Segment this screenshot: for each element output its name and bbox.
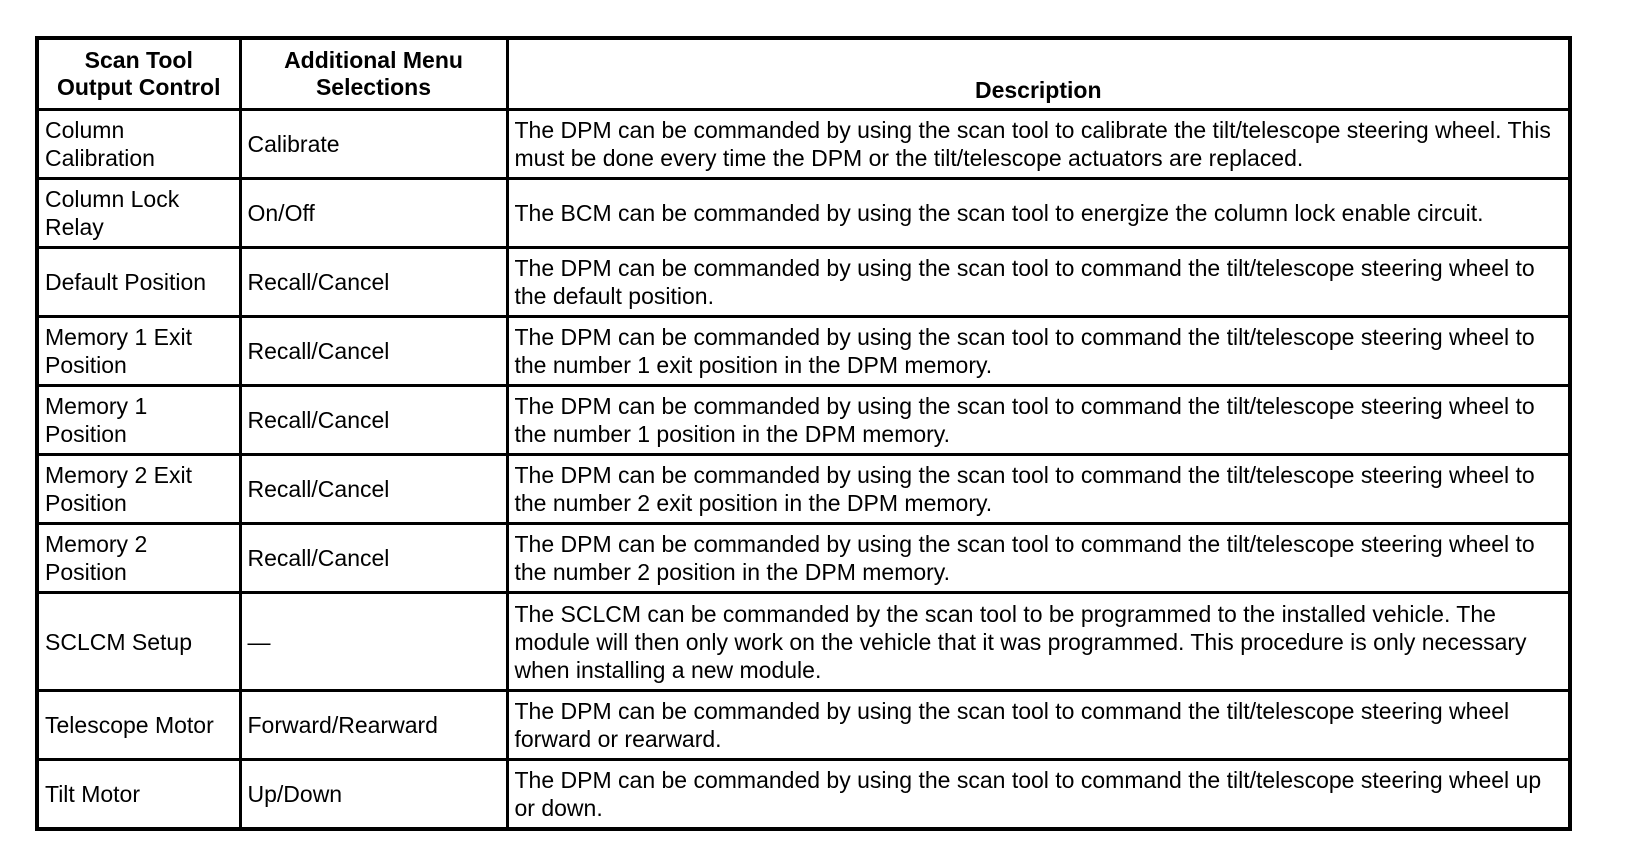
cell-control: Memory 1 Exit Position bbox=[37, 317, 240, 386]
header-output-control: Scan Tool Output Control bbox=[37, 38, 240, 110]
table-row bbox=[37, 524, 1570, 593]
cell-description: The DPM can be commanded by using the scan tool to command the tilt/telescope steering wheel up or down. bbox=[507, 760, 1570, 830]
table-row bbox=[37, 691, 1570, 760]
table-row bbox=[37, 593, 1570, 691]
header-description: Description bbox=[507, 38, 1570, 110]
cell-description: The SCLCM can be commanded by the scan tool to be programmed to the installed vehicle. The module will then only work on the vehicle that it was programmed. This procedure is only necessary when installing a new module. bbox=[507, 593, 1570, 691]
cell-menu: Calibrate bbox=[240, 110, 507, 179]
cell-control: Memory 2 Position bbox=[37, 524, 240, 593]
output-control-table-container bbox=[35, 36, 1572, 831]
table-row bbox=[37, 317, 1570, 386]
table-row bbox=[37, 386, 1570, 455]
output-control-table bbox=[35, 36, 1572, 831]
table-row bbox=[37, 760, 1570, 830]
cell-description: The DPM can be commanded by using the scan tool to command the tilt/telescope steering wheel forward or rearward. bbox=[507, 691, 1570, 760]
cell-menu: Recall/Cancel bbox=[240, 524, 507, 593]
cell-menu: Recall/Cancel bbox=[240, 386, 507, 455]
cell-control: Column Lock Relay bbox=[37, 179, 240, 248]
cell-control: Memory 1 Position bbox=[37, 386, 240, 455]
cell-control: Tilt Motor bbox=[37, 760, 240, 830]
cell-control: Default Position bbox=[37, 248, 240, 317]
cell-description: The DPM can be commanded by using the scan tool to command the tilt/telescope steering wheel to the default position. bbox=[507, 248, 1570, 317]
cell-control: Memory 2 Exit Position bbox=[37, 455, 240, 524]
cell-control: SCLCM Setup bbox=[37, 593, 240, 691]
cell-control: Column Calibration bbox=[37, 110, 240, 179]
cell-control: Telescope Motor bbox=[37, 691, 240, 760]
table-row bbox=[37, 110, 1570, 179]
cell-description: The DPM can be commanded by using the scan tool to calibrate the tilt/telescope steering wheel. This must be done every time the DPM or the tilt/telescope actuators are replaced. bbox=[507, 110, 1570, 179]
table-header-row bbox=[37, 38, 1570, 110]
cell-menu: Recall/Cancel bbox=[240, 317, 507, 386]
cell-menu: Up/Down bbox=[240, 760, 507, 830]
cell-description: The BCM can be commanded by using the scan tool to energize the column lock enable circuit. bbox=[507, 179, 1570, 248]
cell-menu: Recall/Cancel bbox=[240, 248, 507, 317]
cell-menu: Forward/Rearward bbox=[240, 691, 507, 760]
cell-description: The DPM can be commanded by using the scan tool to command the tilt/telescope steering wheel to the number 1 exit position in the DPM memory. bbox=[507, 317, 1570, 386]
cell-description: The DPM can be commanded by using the scan tool to command the tilt/telescope steering wheel to the number 2 position in the DPM memory. bbox=[507, 524, 1570, 593]
cell-menu: On/Off bbox=[240, 179, 507, 248]
cell-description: The DPM can be commanded by using the scan tool to command the tilt/telescope steering wheel to the number 1 position in the DPM memory. bbox=[507, 386, 1570, 455]
cell-description: The DPM can be commanded by using the scan tool to command the tilt/telescope steering wheel to the number 2 exit position in the DPM memory. bbox=[507, 455, 1570, 524]
table-row bbox=[37, 455, 1570, 524]
table-row bbox=[37, 248, 1570, 317]
table-row bbox=[37, 179, 1570, 248]
cell-menu: — bbox=[240, 593, 507, 691]
cell-menu: Recall/Cancel bbox=[240, 455, 507, 524]
header-menu-selections: Additional Menu Selections bbox=[240, 38, 507, 110]
